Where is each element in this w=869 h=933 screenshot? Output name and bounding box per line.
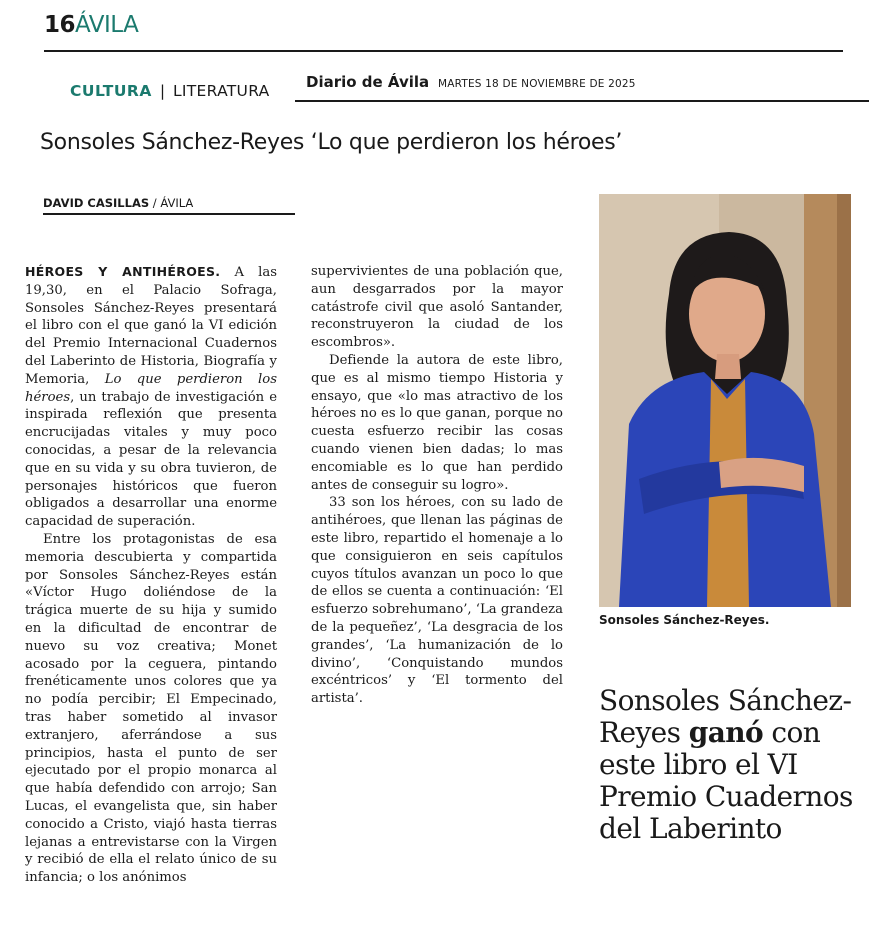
byline	[43, 196, 193, 210]
pull-quote-emphasis: ganó	[688, 716, 764, 749]
article-column-1	[25, 263, 277, 918]
pull-quote	[599, 685, 861, 845]
article-paragraph: Entre los protagonistas de esa memoria descubierta y compartida por Sonsoles Sánchez-Reyes están «Víctor Hugo doliéndose de la trágica muerte de su hija y sumido en la dificultad de encontrar de nuevo su voz creativa; Monet acosado por la ceguera, pintando frenéticamente unos colores que ya no podía percibir; El Empecinado, tras haber sometido al invasor extranjero, aferrándose a sus principios, hasta el punto de ser ejecutado por el propio monarca al que había defendido con arrojo; San Lucas, el evangelista que, sin haber conocido a Cristo, viajó hasta tierras lejanas a entrevistarse con la Virgen y recibió de ella el relato único de su infancia; o los anónimos	[25, 531, 277, 886]
author-photo	[599, 194, 851, 607]
author-portrait-image	[599, 194, 851, 607]
page-city: ÁVILA	[75, 12, 139, 38]
issue-date: MARTES 18 DE NOVIEMBRE DE 2025	[437, 78, 636, 90]
pull-quote-text: Sonsoles Sánchez-Reyes	[599, 684, 852, 749]
byline-place: ÁVILA	[160, 196, 194, 210]
pull-quote-text: con este libro el VI Premio Cuadernos del Laberinto	[599, 716, 853, 845]
section-name: CULTURA	[70, 82, 152, 100]
page-folio	[44, 12, 138, 38]
article-paragraph: Defiende la autora de este libro, que es al mismo tiempo Historia y ensayo, que «lo mas atractivo de los héroes no es lo que ganan, porque no cuesta esfuerzo recibir las cosas cuando vienen bien dadas; lo mas encomiable es lo que han perdido antes de conseguir su logro».	[311, 352, 563, 493]
article-column-2	[311, 263, 563, 708]
article-paragraph	[25, 263, 277, 531]
masthead	[306, 73, 636, 91]
byline-author: DAVID CASILLAS	[43, 196, 150, 210]
lead-in: HÉROES Y ANTIHÉROES.	[25, 264, 221, 279]
newspaper-name: Diario de Ávila	[306, 73, 430, 91]
book-title: Lo que perdieron los héroes	[25, 371, 277, 405]
section-separator: |	[159, 82, 166, 100]
paragraph-text: , un trabajo de investigación e inspirada reflexión que presenta encrucijadas vitales y muy poco conocidas, a pesar de la relevancia que en su vida y su obra tuvieron, de personajes históricos que fueron obligados a desarrollar una enorme capacidad de superación.	[25, 389, 277, 530]
masthead-rule	[295, 100, 869, 102]
paragraph-text: A las 19,30, en el Palacio Sofraga, Sonsoles Sánchez-Reyes presentará el libro con el que ganó la VI edición del Premio Internacional Cuadernos del Laberinto de Historia, Biografía y Memoria,	[25, 265, 277, 387]
byline-rule	[43, 213, 295, 215]
photo-caption: Sonsoles Sánchez-Reyes.	[599, 613, 770, 627]
page-number: 16	[44, 12, 76, 38]
subsection-name: LITERATURA	[172, 82, 270, 100]
article-paragraph: 33 son los héroes, con su lado de antihéroes, que llenan las páginas de este libro, repartido el homenaje a lo que consiguieron en seis capítulos cuyos títulos avanzan un poco lo que de ellos se cuenta a continuación: ‘El esfuerzo sobrehumano’, ‘La grandeza de la pequeñez’, ‘La desgracia de los grandes’, ‘La humanización de lo divino’, ‘Conquistando mundos excéntricos’ y ‘El tormento del artista’.	[311, 495, 563, 707]
article-headline: Sonsoles Sánchez-Reyes ‘Lo que perdieron los héroes’	[40, 130, 623, 155]
byline-separator: /	[149, 196, 161, 210]
article-paragraph: supervivientes de una población que, aun desgarrados por la mayor catástrofe civil que asoló Santander, reconstruyeron la ciudad de los escombros».	[311, 264, 563, 351]
section-label	[70, 82, 270, 100]
top-rule	[44, 50, 843, 52]
